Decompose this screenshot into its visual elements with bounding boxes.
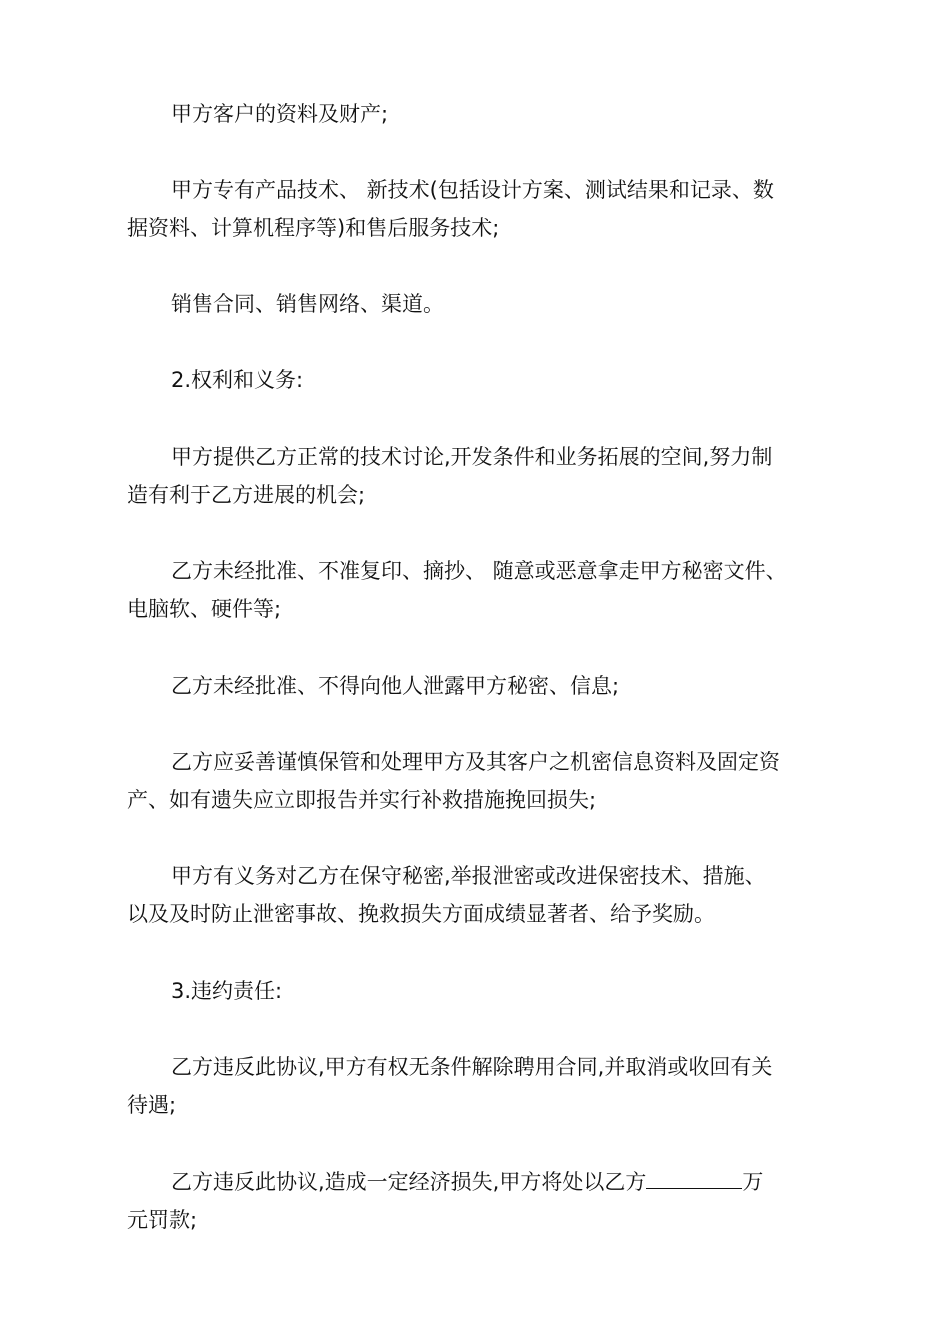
text-line: 甲方客户的资料及财产; (171, 102, 389, 126)
text-line: 乙方应妥善谨慎保管和处理甲方及其客户之机密信息资料及固定资 (171, 750, 780, 774)
text-line: 3.违约责任: (171, 979, 283, 1003)
paragraph-rewards (127, 857, 827, 933)
section-heading-rights-obligations (127, 361, 827, 399)
text-line: 乙方违反此协议,甲方有权无条件解除聘用合同,并取消或收回有关 (171, 1055, 773, 1079)
paragraph-sales-channels (127, 285, 827, 323)
text-line (127, 1163, 827, 1201)
penalty-text: 乙方违反此协议,造成一定经济损失,甲方将处以乙方 (171, 1170, 647, 1194)
text-line: 乙方未经批准、不准复印、摘抄、 随意或恶意拿走甲方秘密文件、 (171, 559, 787, 583)
paragraph-penalty (127, 1163, 827, 1239)
paragraph-termination (127, 1048, 827, 1124)
text-line: 产、如有遗失应立即报告并实行补救措施挽回损失; (127, 788, 597, 812)
text-line: 2.权利和义务: (171, 368, 304, 392)
paragraph-client-data (127, 95, 827, 133)
text-line: 甲方提供乙方正常的技术讨论,开发条件和业务拓展的空间,努力制 (171, 445, 773, 469)
text-line: 造有利于乙方进展的机会; (127, 483, 366, 507)
text-line: 甲方有义务对乙方在保守秘密,举报泄密或改进保密技术、措施、 (171, 864, 766, 888)
penalty-unit: 万 (742, 1170, 764, 1194)
paragraph-party-a-provides (127, 438, 827, 514)
paragraph-no-disclosure (127, 667, 827, 705)
text-line: 甲方专有产品技术、 新技术(包括设计方案、测试结果和记录、数 (171, 178, 774, 202)
text-line: 乙方未经批准、不得向他人泄露甲方秘密、信息; (171, 674, 620, 698)
section-heading-liability (127, 972, 827, 1010)
text-line: 元罚款; (127, 1208, 198, 1232)
text-line: 待遇; (127, 1093, 177, 1117)
text-line: 据资料、计算机程序等)和售后服务技术; (127, 216, 500, 240)
paragraph-proprietary-tech (127, 171, 827, 247)
paragraph-safekeeping (127, 743, 827, 819)
text-line: 电脑软、硬件等; (127, 597, 282, 621)
text-line: 以及及时防止泄密事故、挽救损失方面成绩显著者、给予奖励。 (127, 902, 715, 926)
fill-in-blank (646, 1164, 742, 1189)
paragraph-no-copying (127, 552, 827, 628)
text-line: 销售合同、销售网络、渠道。 (171, 292, 444, 316)
